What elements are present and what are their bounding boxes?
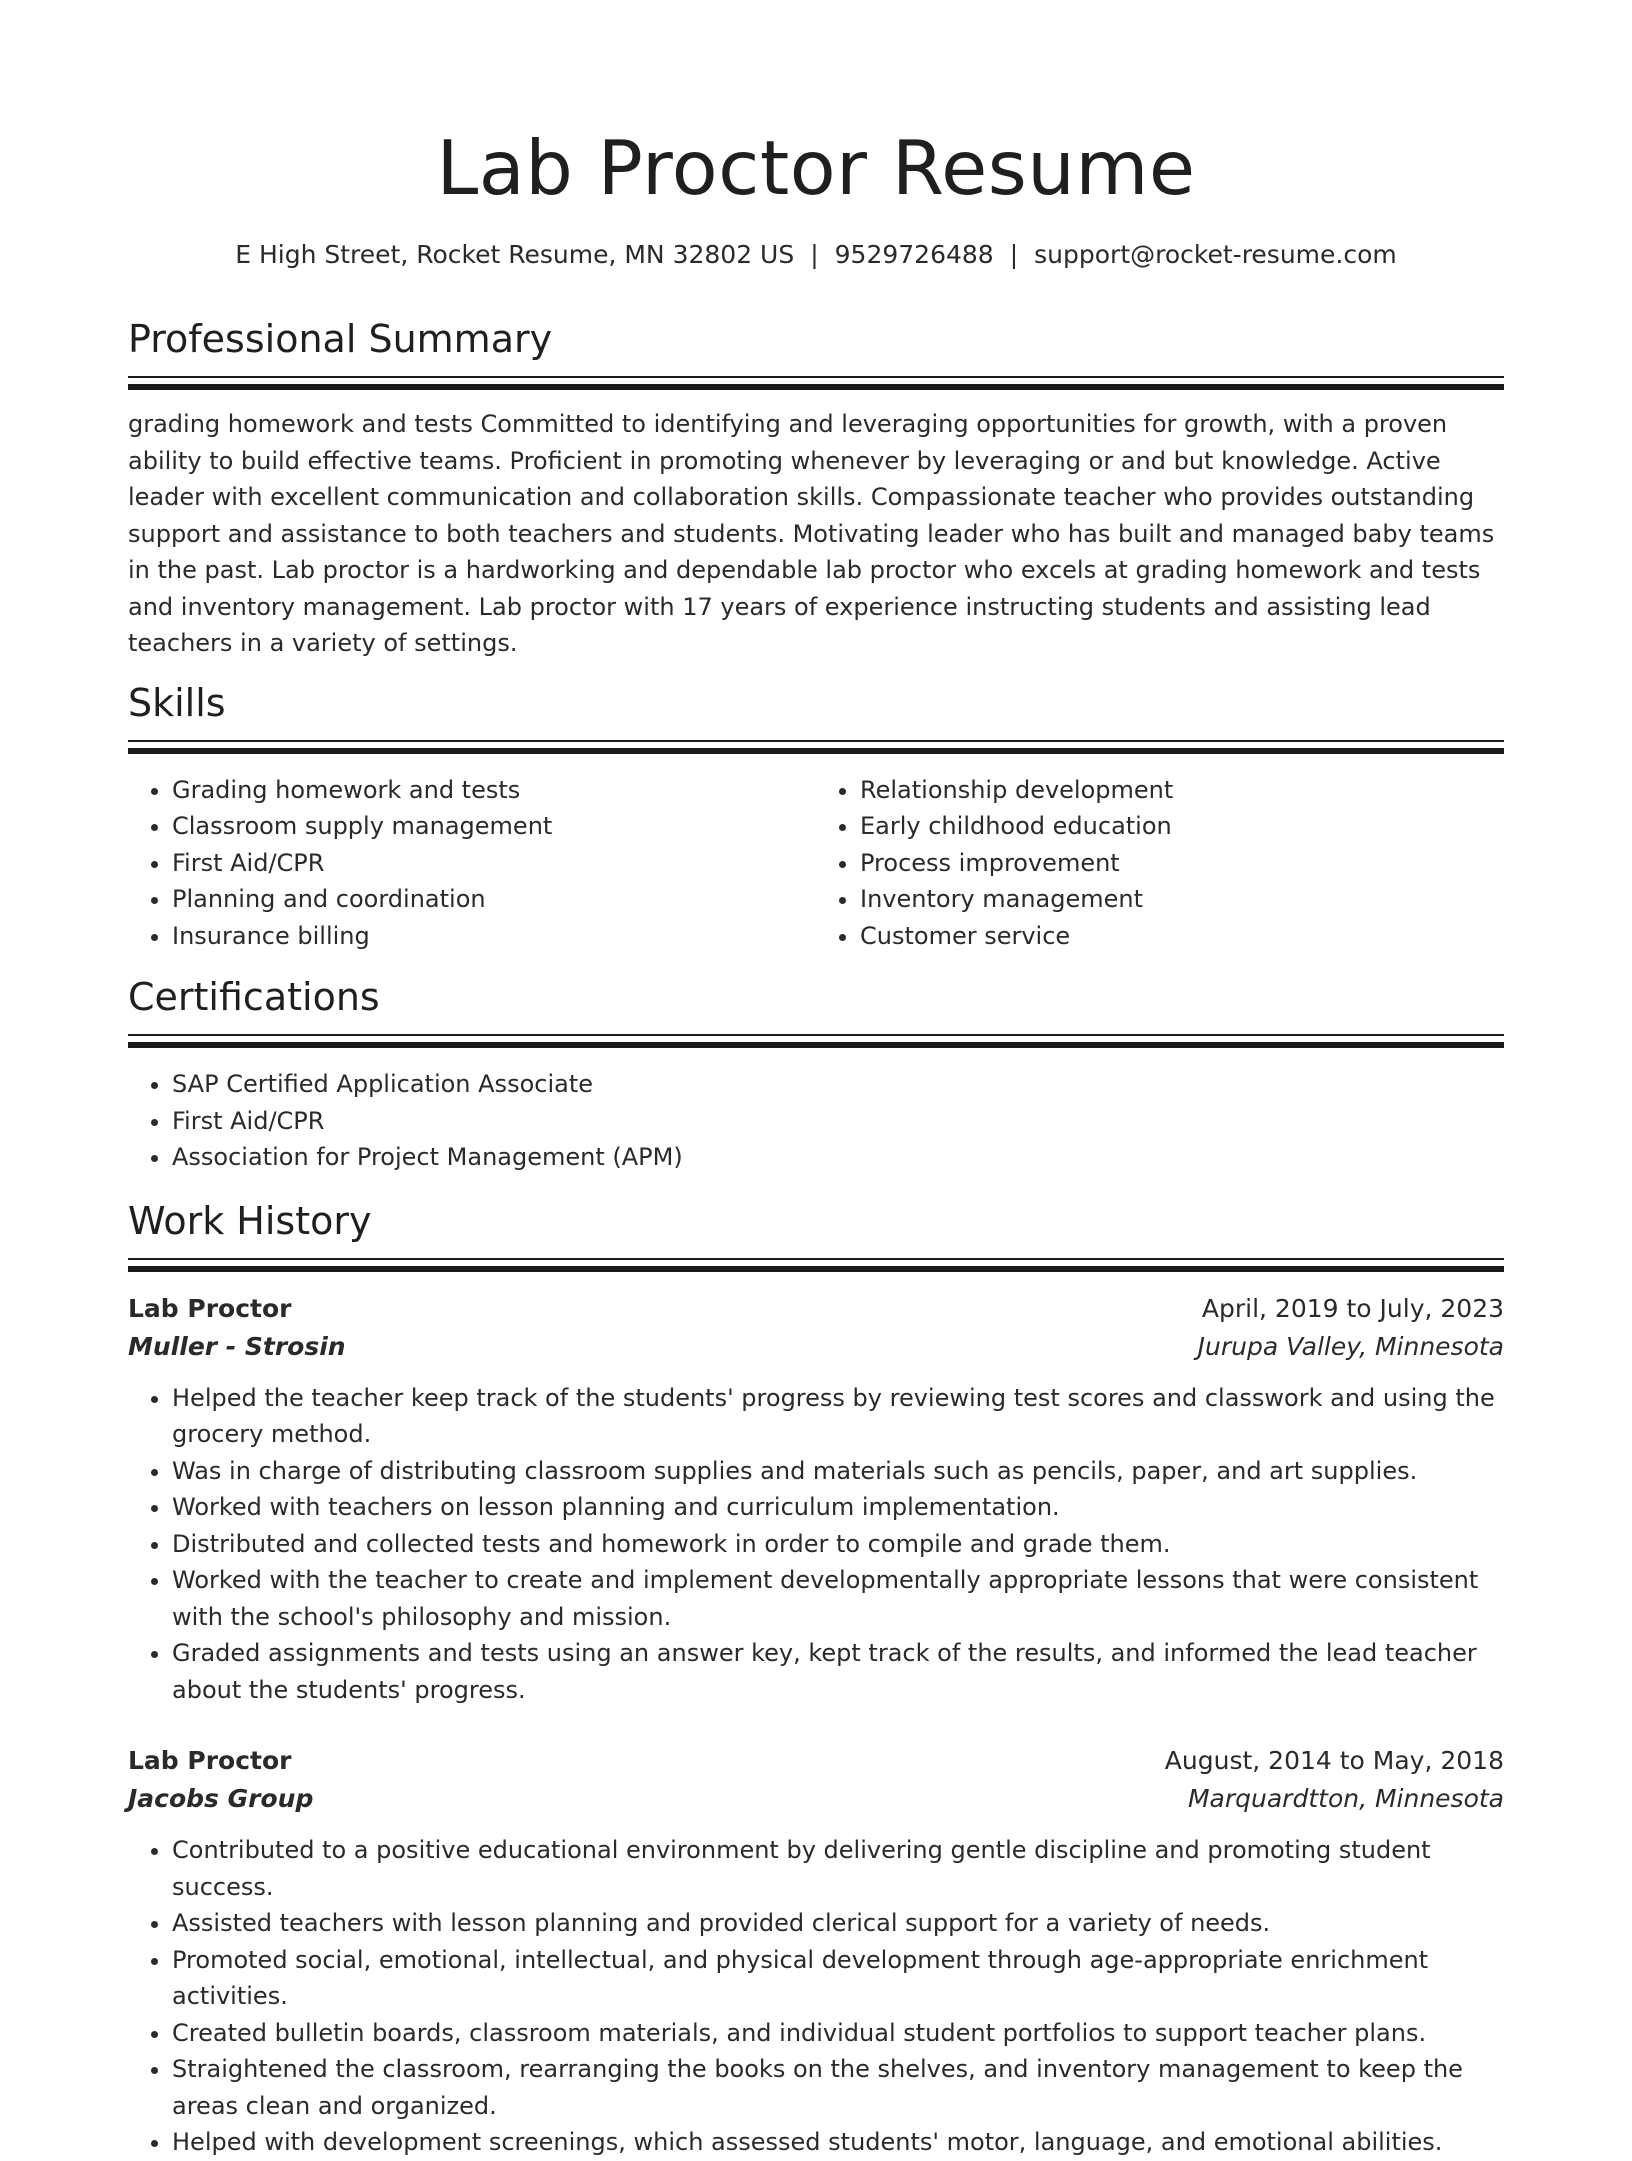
section-heading-skills: Skills	[128, 680, 226, 725]
job-bullet: • Straightened the classroom, rearranging the books on the shelves, and inventory management to keep the areas clean and organized.	[172, 2051, 1504, 2124]
certification-item: • Association for Project Management (APM)	[172, 1139, 1504, 1176]
skills-list-left	[128, 772, 816, 955]
job-bullet: • Assisted teachers with lesson planning and provided clerical support for a variety of needs.	[172, 1905, 1504, 1942]
summary-section	[128, 316, 1504, 662]
job-company: Muller - Strosin	[128, 1331, 346, 1361]
contact-separator: |	[1009, 240, 1019, 269]
contact-separator: |	[810, 240, 819, 269]
summary-text: grading homework and tests Committed to identifying and leveraging opportunities for growth, with a proven ability to build effective teams. Proficient in promoting whenever by leveraging or and but knowledge. Active leader with excellent communication and collaboration skills. Compassionate teacher who provides outstanding support and assistance to both teachers and students. Motivating leader who has built and managed baby teams in the past. Lab proctor is a hardworking and dependable lab proctor who excels at grading homework and tests and inventory management. Lab proctor with 17 years of experience instructing students and assisting lead teachers in a variety of settings.	[128, 410, 1495, 657]
job-subheader	[128, 1780, 1504, 1818]
resume-title: Lab Proctor Resume	[436, 124, 1196, 212]
certifications-list	[128, 1066, 1504, 1176]
skills-list-right	[816, 772, 1504, 955]
job-entry	[128, 1742, 1504, 2161]
job-title: Lab Proctor	[128, 1746, 292, 1775]
skill-item: • Process improvement	[860, 845, 1504, 882]
skill-item: • Relationship development	[860, 772, 1504, 809]
skill-item: • Early childhood education	[860, 808, 1504, 845]
job-header	[128, 1742, 1504, 1780]
job-bullet: • Worked with teachers on lesson planning and curriculum implementation.	[172, 1489, 1504, 1526]
job-bullet-list	[128, 1380, 1504, 1709]
job-location: Marquardtton, Minnesota	[1187, 1784, 1504, 1813]
section-divider	[128, 376, 1504, 390]
work-history-section	[128, 1198, 1504, 2161]
skills-section	[128, 680, 1504, 955]
skill-item: • Grading homework and tests	[172, 772, 816, 809]
contact-address: E High Street, Rocket Resume, MN 32802 US	[235, 240, 795, 269]
job-bullet: • Helped the teacher keep track of the students' progress by reviewing test scores and classwork and using the grocery method.	[172, 1380, 1504, 1453]
job-bullet: • Helped with development screenings, which assessed students' motor, language, and emotional abilities.	[172, 2124, 1504, 2161]
job-bullet: • Graded assignments and tests using an answer key, kept track of the results, and informed the lead teacher about the students' progress.	[172, 1635, 1504, 1708]
skill-item: • Insurance billing	[172, 918, 816, 955]
skill-item: • Classroom supply management	[172, 808, 816, 845]
section-divider	[128, 1034, 1504, 1048]
section-divider	[128, 1258, 1504, 1272]
job-header	[128, 1290, 1504, 1328]
job-bullet: • Created bulletin boards, classroom materials, and individual student portfolios to support teacher plans.	[172, 2015, 1504, 2052]
skill-item: • Planning and coordination	[172, 881, 816, 918]
certification-item: • SAP Certified Application Associate	[172, 1066, 1504, 1103]
skill-item: • Inventory management	[860, 881, 1504, 918]
job-title: Lab Proctor	[128, 1293, 292, 1323]
section-heading-certifications: Certifications	[128, 975, 380, 1019]
job-bullet: • Distributed and collected tests and homework in order to compile and grade them.	[172, 1526, 1504, 1563]
skill-item: • First Aid/CPR	[172, 845, 816, 882]
job-bullet: • Was in charge of distributing classroom supplies and materials such as pencils, paper, and art supplies.	[172, 1453, 1504, 1490]
skills-grid	[128, 772, 1504, 955]
job-entry	[128, 1290, 1504, 1709]
job-bullet: • Contributed to a positive educational environment by delivering gentle discipline and promoting student success.	[172, 1832, 1504, 1905]
job-subheader	[128, 1328, 1504, 1366]
certification-item: • First Aid/CPR	[172, 1103, 1504, 1140]
section-heading-summary: Professional Summary	[128, 317, 553, 361]
job-dates: April, 2019 to July, 2023	[1201, 1293, 1504, 1323]
contact-phone: 9529726488	[834, 240, 994, 269]
section-divider	[128, 740, 1504, 754]
job-bullet-list	[128, 1832, 1504, 2161]
certifications-section	[128, 974, 1504, 1176]
section-heading-work-history: Work History	[128, 1198, 372, 1243]
job-dates: August, 2014 to May, 2018	[1164, 1746, 1504, 1775]
job-bullet: • Worked with the teacher to create and implement developmentally appropriate lessons that were consistent with the school's philosophy and mission.	[172, 1562, 1504, 1635]
job-company: Jacobs Group	[128, 1784, 314, 1813]
job-location: Jurupa Valley, Minnesota	[1197, 1331, 1504, 1361]
contact-line	[128, 238, 1504, 272]
job-bullet: • Promoted social, emotional, intellectual, and physical development through age-appropriate enrichment activities.	[172, 1942, 1504, 2015]
skill-item: • Customer service	[860, 918, 1504, 955]
contact-email: support@rocket-resume.com	[1034, 240, 1397, 269]
